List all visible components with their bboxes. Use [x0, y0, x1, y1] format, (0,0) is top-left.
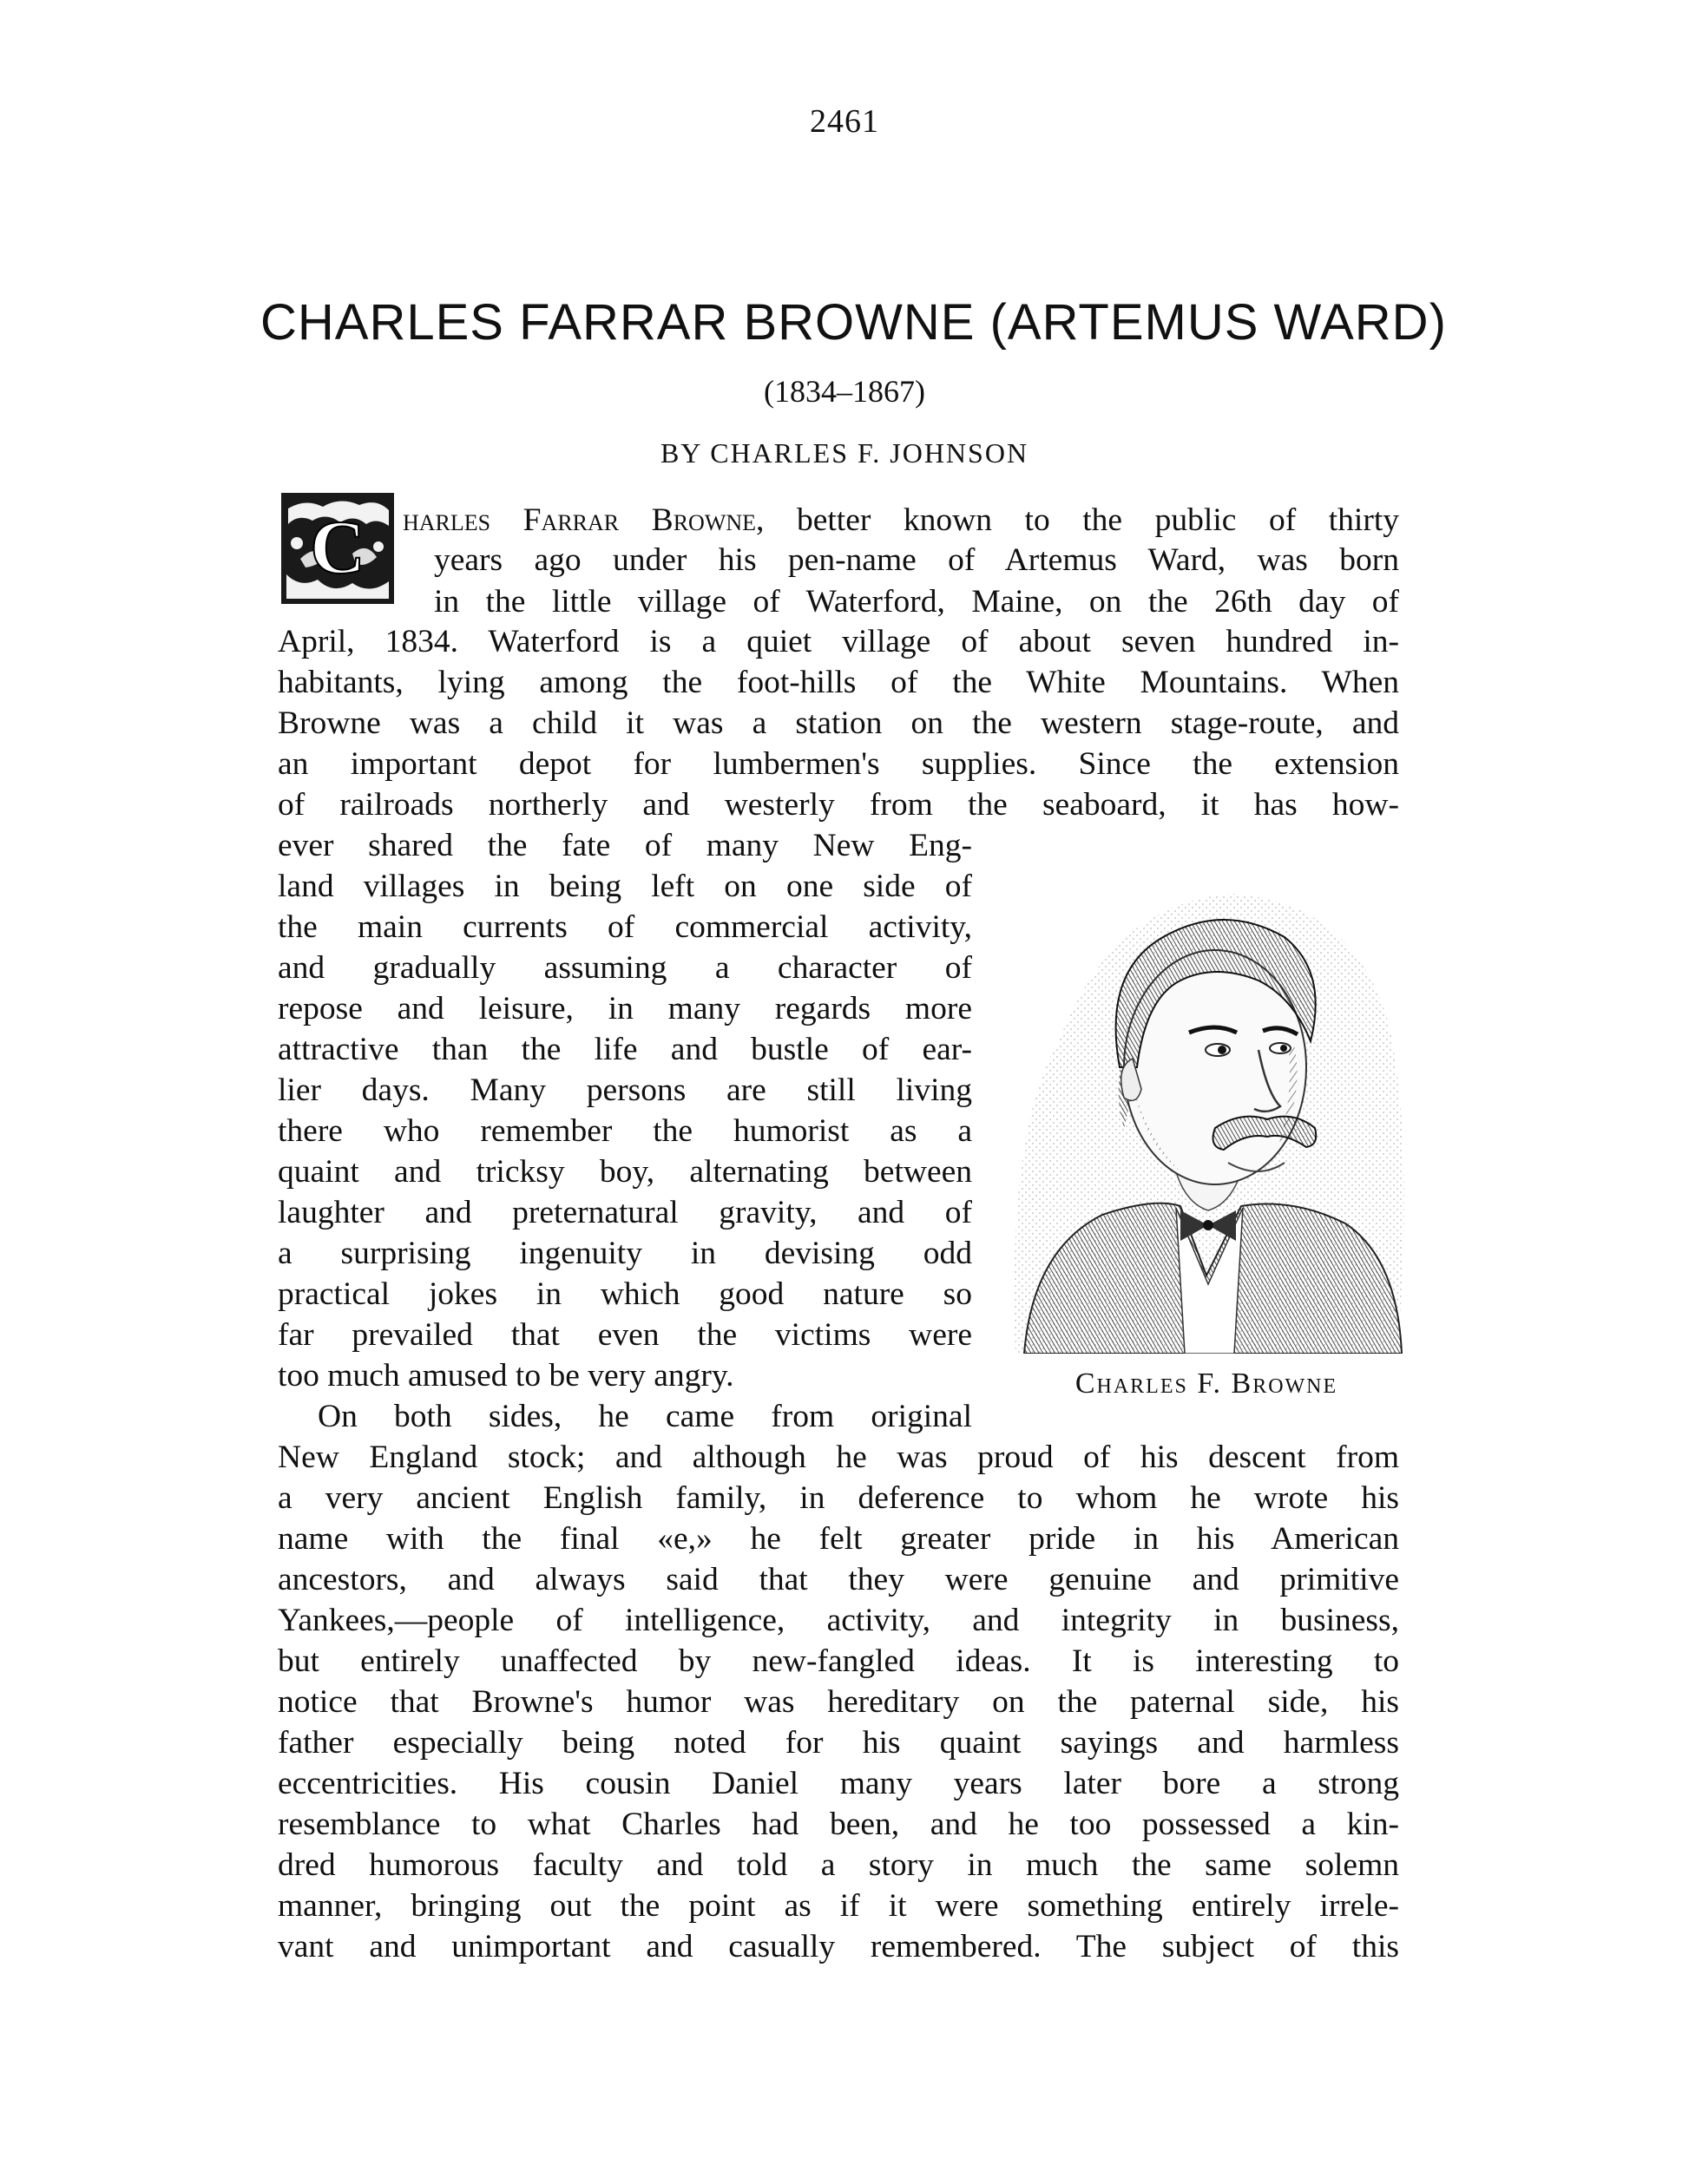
text-line: a surprising ingenuity in devising odd	[278, 1236, 972, 1271]
line-1-rest: , better known to the public of thirty	[756, 502, 1399, 538]
text-line: Browne was a child it was a station on the western stage-route, and	[278, 705, 1399, 741]
text-line: notice that Browne's humor was hereditary on the paternal side, his	[278, 1684, 1399, 1720]
text-line: land villages in being left on one side of	[278, 869, 972, 904]
text-line: there who remember the humorist as a	[278, 1113, 972, 1149]
text-line: name with the final «e,» he felt greater pride in his American	[278, 1521, 1399, 1557]
text-line: but entirely unaffected by new-fangled ideas. It is interesting to	[278, 1643, 1399, 1679]
dropcap-letter: C	[310, 506, 365, 590]
text-line: lier days. Many persons are still living	[278, 1072, 972, 1108]
text-line: and gradually assuming a character of	[278, 950, 972, 986]
text-line: repose and leisure, in many regards more	[278, 991, 972, 1026]
text-line: Yankees,—people of intelligence, activity, and integrity in business,	[278, 1603, 1399, 1638]
text-line: April, 1834. Waterford is a quiet village of about seven hundred in-	[278, 624, 1399, 659]
text-line: laughter and preternatural gravity, and of	[278, 1195, 972, 1230]
byline: BY CHARLES F. JOHNSON	[660, 437, 1029, 469]
text-line: resemblance to what Charles had been, and he too possessed a kin-	[278, 1807, 1399, 1842]
text-line: vant and unimportant and casually remembered. The subject of this	[278, 1929, 1399, 1964]
life-dates: (1834–1867)	[764, 374, 925, 409]
text-line: years ago under his pen-name of Artemus Ward, was born	[434, 542, 1399, 578]
text-line-1	[403, 502, 1399, 540]
ornamental-initial-c-icon	[279, 491, 396, 606]
text-line: too much amused to be very angry.	[278, 1358, 734, 1394]
page-number: 2461	[810, 103, 879, 140]
text-line: in the little village of Waterford, Maine, on the 26th day of	[434, 584, 1399, 620]
text-line: eccentricities. His cousin Daniel many years later bore a strong	[278, 1766, 1399, 1801]
text-line: On both sides, he came from original	[318, 1399, 972, 1434]
text-line: a very ancient English family, in deference to whom he wrote his	[278, 1480, 1399, 1516]
text-line: father especially being noted for his quaint sayings and harmless	[278, 1725, 1399, 1761]
engraved-portrait	[1007, 868, 1406, 1354]
text-line: practical jokes in which good nature so	[278, 1276, 972, 1312]
text-line: far prevailed that even the victims were	[278, 1317, 972, 1353]
text-line: attractive than the life and bustle of ear-	[278, 1032, 972, 1067]
text-line: ever shared the fate of many New Eng-	[278, 828, 972, 863]
text-line: New England stock; and although he was proud of his descent from	[278, 1440, 1399, 1475]
text-line: the main currents of commercial activity,	[278, 909, 972, 945]
text-line: habitants, lying among the foot-hills of the White Mountains. When	[278, 665, 1399, 700]
portrait-caption: Charles F. Browne	[1075, 1367, 1338, 1400]
text-line: an important depot for lumbermen's supplies. Since the extension	[278, 746, 1399, 782]
text-line: quaint and tricksy boy, alternating between	[278, 1154, 972, 1190]
article-title: CHARLES FARRAR BROWNE (ARTEMUS WARD)	[260, 294, 1447, 351]
text-line: ancestors, and always said that they were genuine and primitive	[278, 1562, 1399, 1597]
text-line: of railroads northerly and westerly from the seaboard, it has how-	[278, 787, 1399, 823]
text-line: manner, bringing out the point as if it were something entirely irrele-	[278, 1888, 1399, 1924]
opening-caps: harles Farrar Browne	[403, 502, 757, 538]
text-line: dred humorous faculty and told a story in much the same solemn	[278, 1847, 1399, 1883]
